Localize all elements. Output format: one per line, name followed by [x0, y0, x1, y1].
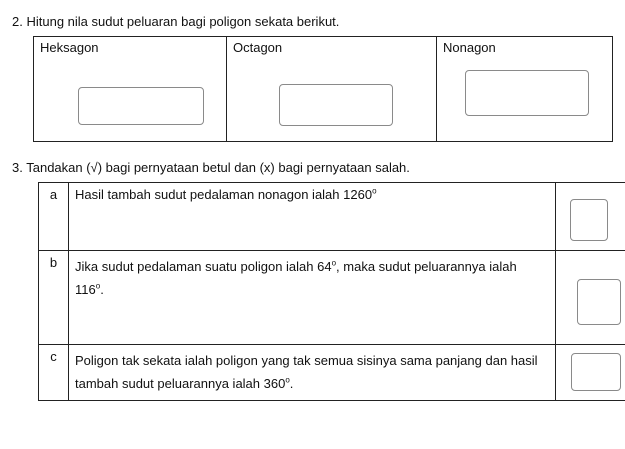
- question-2-number: 2.: [12, 14, 23, 29]
- column-heading-heksagon: Heksagon: [40, 40, 99, 55]
- mark-box-c[interactable]: [571, 353, 621, 391]
- mark-cell: [556, 183, 625, 251]
- cell-heksagon: [34, 37, 227, 141]
- statement-row-b: [39, 251, 625, 345]
- question-2-title: [12, 14, 339, 30]
- statement-text: [69, 251, 556, 345]
- answer-box-heksagon[interactable]: [78, 87, 204, 125]
- question-3-number: 3.: [12, 160, 23, 175]
- statement-body: Poligon tak sekata ialah poligon yang tak semua sisinya sama panjang dan hasil tambah sudut peluarannya ialah 360: [75, 353, 538, 391]
- statement-text: [69, 345, 556, 401]
- mark-box-a[interactable]: [570, 199, 608, 241]
- question-3-title: [12, 160, 410, 176]
- answer-box-nonagon[interactable]: [465, 70, 589, 116]
- statement-body: Jika sudut pedalaman suatu poligon ialah 64: [75, 259, 332, 274]
- row-letter: b: [39, 251, 69, 345]
- degree-symbol: o: [331, 258, 337, 268]
- degree-symbol: o: [95, 281, 101, 291]
- statement-row-a: [39, 183, 625, 251]
- statement-end: .: [289, 376, 294, 391]
- column-heading-nonagon: Nonagon: [443, 40, 496, 55]
- polygon-answer-table: [33, 36, 613, 142]
- column-heading-octagon: Octagon: [233, 40, 283, 55]
- question-2-text: Hitung nila sudut peluaran bagi poligon sekata berikut.: [26, 14, 340, 29]
- question-3-text: Tandakan (√) bagi pernyataan betul dan (x) bagi pernyataan salah.: [26, 160, 410, 175]
- answer-box-octagon[interactable]: [279, 84, 393, 126]
- mark-cell: [556, 345, 625, 401]
- cell-octagon: [227, 37, 437, 141]
- row-letter: a: [39, 183, 69, 251]
- mark-cell: [556, 251, 625, 345]
- statement-body-continued: , maka sudut peluarannya ialah 116: [75, 259, 517, 297]
- statement-end: .: [100, 282, 104, 297]
- mark-box-b[interactable]: [577, 279, 621, 325]
- degree-symbol: o: [285, 375, 290, 385]
- statement-body: Hasil tambah sudut pedalaman nonagon ialah 1260: [75, 187, 373, 202]
- row-letter: c: [39, 345, 69, 401]
- statement-text: [69, 183, 556, 251]
- true-false-table: [38, 182, 625, 401]
- statement-row-c: [39, 345, 625, 401]
- degree-symbol: o: [372, 186, 377, 196]
- cell-nonagon: [437, 37, 612, 141]
